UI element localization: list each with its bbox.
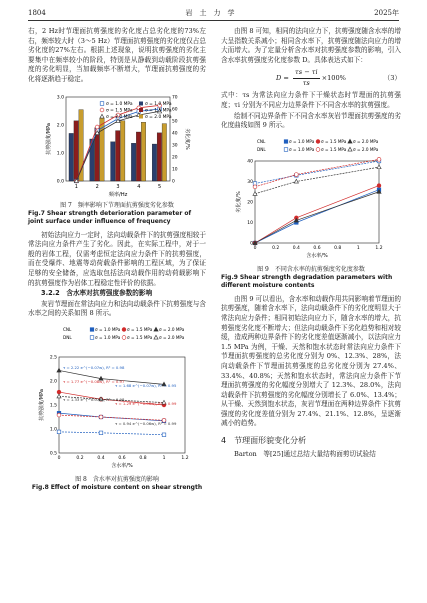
fig8-ylabel: 抗剪强度/MPa (39, 388, 45, 421)
fig7-y2-tick: 30 (172, 143, 178, 149)
fig9-point (377, 183, 381, 187)
fig7-bar (111, 141, 115, 180)
fig9-y-tick: 10 (247, 220, 253, 226)
eq-lhs: D (276, 73, 282, 82)
fig8-fit-equation: τ = 0.94 e^(−0.06w), R² = 0.99 (115, 420, 177, 426)
year: 2025年 (374, 9, 399, 17)
fig7-ylabel: 抗剪强度/MPa (46, 122, 52, 155)
fig9-legend-marker (316, 147, 320, 151)
fig7-legend-label: σ = 1.5 MPa (145, 108, 172, 114)
fig9-x-tick: 0 (253, 245, 257, 251)
fig8-legend-label: σ = 1.5 MPa (127, 326, 153, 332)
fig7-y-tick: 3.0 (56, 95, 64, 101)
paragraph: 式中：τs 为常法向应力条件下干燥状态时节理面的抗剪强度；τi 分别为不同应力边界条件下不同含水率的抗剪强度。 (221, 91, 401, 109)
fig8-caption-en: Effect of moisture content on shear strength (50, 483, 203, 491)
fig8-legend-label: σ = 2.0 MPa (159, 334, 185, 340)
fig7-y2-tick: 20 (172, 155, 178, 161)
fig9-frame (255, 161, 379, 243)
eq-number: （3） (383, 73, 401, 82)
eq-denominator: τs (302, 78, 310, 87)
fig7-bar (162, 123, 166, 180)
fig7-bar (131, 143, 135, 181)
fig8-fit-equation: τ = 2.22 e^(−0.07w), R² = 0.98 (63, 364, 125, 370)
fig9-point (294, 172, 298, 176)
fig7-legend-label: σ = 1.5 MPa (106, 108, 133, 114)
fig8-fit-equation: τ = 1.33 e^(−0.07w), R² = 0.98 (63, 396, 125, 402)
fig9-point (294, 179, 298, 183)
fig8-y-tick: 2.5 (49, 355, 57, 361)
fig7-legend-swatch (139, 114, 143, 118)
fig7-bar (136, 132, 140, 181)
fig7-bar (116, 130, 120, 180)
fig9-caption (221, 266, 401, 290)
fig9-xlabel: 含水率/% (306, 252, 328, 259)
fig9-x-tick: 1 (356, 245, 360, 251)
fig7-x-tick: 1 (74, 183, 78, 190)
fig7-bar (120, 120, 124, 180)
fig7-legend-label: σ = 2.0 MPa (106, 114, 133, 120)
fig8-fit-line (59, 413, 164, 421)
page-number: 1804 (28, 9, 46, 17)
fig9-x-tick: 0.4 (292, 245, 300, 251)
equation-3: D = $\frac{\tau s - \tau i}{\tau s}$ ×100% （3） (276, 68, 401, 87)
fig8-legend-label: σ = 1.0 MPa (95, 334, 121, 340)
fig7-caption (28, 202, 206, 226)
fig8-fit-equation: τ = 1.29 e^(−0.06w), R² = 0.99 (115, 400, 177, 406)
fig8-x-tick: 0.6 (118, 455, 126, 461)
fig7-legend-marker (100, 114, 104, 118)
fig7-bar (152, 144, 156, 181)
fig9-series-line (255, 167, 379, 194)
paragraph: 由图 8 可知，相同的法向应力下，抗剪强度随含水率的增大呈指数关系减小；相同含水率下，抗剪强度随法向应力的增大而增大。为了定量分析含水率对抗剪强度参数的影响，引入含水率抗剪强度劣化度参数 D。具体表达式如下： (221, 27, 401, 64)
fig8-point (57, 430, 61, 434)
fig8-point (99, 415, 103, 419)
fig8-legend-marker (90, 328, 94, 332)
fig8-legend-marker (122, 328, 126, 332)
subsection-heading: 3.2.2 含水率对抗剪强度参数的影响 (41, 289, 153, 298)
fig8-legend-label: DNL (63, 334, 72, 340)
fig7-chart (42, 89, 192, 199)
fig9-point (253, 185, 257, 189)
fig7-y-tick: 1.0 (56, 151, 64, 157)
paragraph: 初始法向应力一定时，法向动载条件下的抗剪强度相较于常法向应力条件产生了劣化。因此，在实际工程中，对于一般的岩体工程，仅需考虑恒定法向应力条件下的抗剪强度，而在受爆炸、地震等动荷载条件影响的工程区域，为了保证足够的安全储备，应选取包括法向动载作用的动荷载影响下的抗剪强度作为岩体工程稳定性评价的依据。 (28, 230, 206, 287)
fig9-series-line (255, 159, 379, 186)
fig7-caption-en: Shear strength deterioration parameter of joint surface under influence of frequency (28, 209, 192, 225)
fig8-y-tick: 0.5 (49, 451, 57, 457)
fig9-chart (233, 135, 389, 263)
fig8-fit-equation: τ = 1.77 e^(−0.08w), R² = 0.97 (63, 378, 125, 384)
fig7-legend-swatch (139, 108, 143, 112)
fig7-bar (69, 133, 73, 181)
figure-9 (221, 135, 401, 263)
fig8-x-tick: 0 (57, 455, 61, 461)
fig9-legend-label: σ = 2.0 MPa (353, 146, 379, 152)
fig7-y-tick: 2.0 (56, 123, 64, 129)
fig7-legend-marker (100, 108, 104, 112)
fig9-caption-label: Fig.9 (221, 273, 238, 281)
left-column (28, 27, 206, 497)
fig8-point (57, 368, 61, 372)
fig7-bar (141, 122, 145, 181)
fig9-y-tick: 0 (250, 241, 253, 247)
fig8-caption-label: Fig.8 (31, 483, 49, 491)
page-header (28, 6, 399, 20)
fig9-x-tick: 1.2 (375, 245, 383, 251)
fig8-y-tick: 1.0 (49, 427, 57, 433)
fig7-bar (157, 132, 161, 180)
fig8-y-tick: 2.0 (49, 379, 57, 385)
fig9-ylabel: 劣化度/% (236, 191, 242, 213)
header-rule (28, 20, 399, 21)
fig9-legend-label: CNL (257, 138, 266, 144)
fig7-legend-label: σ = 1.0 MPa (145, 101, 172, 107)
fig7-x-tick: 4 (137, 183, 141, 190)
fig7-y2-tick: 0 (172, 179, 175, 185)
fig9-legend-marker (316, 139, 320, 143)
paragraph: Barton 等[25]通过总结大量结构面剪切试验结 (234, 449, 376, 458)
fig8-legend-label: CNL (63, 326, 72, 332)
fig8-point (162, 433, 166, 437)
fig9-series-line (255, 161, 379, 184)
fig8-x-tick: 1.2 (181, 455, 189, 461)
fig9-legend-marker (348, 139, 352, 143)
fig7-y-tick: 0.0 (56, 179, 64, 185)
fig7-xlabel: 频率/Hz (108, 191, 128, 198)
section-heading: 4 节理面形貌变化分析 (221, 436, 307, 446)
fig7-x-tick: 5 (158, 183, 162, 190)
fig8-legend-marker (122, 336, 126, 340)
figure-8 (28, 323, 206, 473)
fig7-legend-swatch (139, 101, 143, 105)
fig9-x-tick: 0.6 (313, 245, 321, 251)
fig7-bar (74, 120, 78, 180)
fig8-x-tick: 0.8 (139, 455, 147, 461)
fig9-series-line (255, 189, 379, 242)
fig8-legend-marker (154, 327, 158, 331)
fig8-y-tick: 1.5 (49, 403, 57, 409)
fig9-x-tick: 0.2 (272, 245, 280, 251)
fig7-y2-tick: 40 (172, 131, 178, 137)
fig7-caption-zh: 图 7 频率影响下节理面抗剪强度劣化参数 (60, 201, 174, 209)
paragraph: 灰岩节理面在常法向应力和法向动载条件下抗剪强度与含水率之间的关系如图 8 所示。 (28, 299, 206, 318)
fig9-point (377, 165, 381, 169)
fig9-y-tick: 30 (247, 179, 253, 185)
fig8-legend-label: σ = 2.0 MPa (159, 326, 185, 332)
fig7-legend-label: σ = 2.0 MPa (145, 114, 172, 120)
fig9-y-tick: 20 (247, 200, 253, 206)
fig9-x-tick: 0.8 (334, 245, 342, 251)
paragraph: 绘制不同边界条件下不同含水率灰岩节理面抗剪强度的劣化度曲线如图 9 所示。 (221, 111, 401, 130)
fig8-xlabel: 含水率/% (111, 462, 133, 469)
eq-tail: ×100% (321, 73, 346, 82)
fig7-x-tick: 3 (116, 183, 120, 190)
right-column (221, 27, 401, 460)
fig8-legend-label: σ = 1.0 MPa (95, 326, 121, 332)
eq-fraction (293, 68, 320, 88)
fig7-y2-tick: 50 (172, 119, 178, 125)
fig9-caption-zh: 图 9 不同含水率的抗剪强度劣化度参数 (257, 265, 365, 273)
fig9-caption-en: Shear strength degradation parameters with different moisture contents (221, 273, 393, 289)
figure-7 (28, 89, 206, 199)
fig9-legend-marker (348, 147, 352, 151)
fig7-legend-label: σ = 1.0 MPa (106, 101, 133, 107)
fig9-legend-label: σ = 1.5 MPa (321, 138, 347, 144)
fig8-fit-equation: τ = 1.68 e^(−0.07w), R² = 0.95 (115, 382, 177, 388)
fig8-caption (28, 476, 206, 492)
fig9-legend-label: σ = 2.0 MPa (353, 138, 379, 144)
fig7-y2-tick: 10 (172, 167, 178, 173)
fig9-legend-marker (284, 139, 288, 143)
fig8-legend-label: σ = 1.5 MPa (127, 334, 153, 340)
fig8-legend-marker (90, 336, 94, 340)
fig9-legend-label: σ = 1.0 MPa (289, 146, 315, 152)
fig9-legend-label: σ = 1.0 MPa (289, 138, 315, 144)
fig7-caption-label: Fig.7 (28, 209, 45, 217)
fig8-point (57, 394, 61, 398)
paragraph: 由图 9 可以看出，含水率和动载作用共同影响着节理面的抗剪强度，随着含水率下，法向动载条件下的劣化度明显大于常法向应力条件；相同初始法向应力下，随含水率的增大，抗剪强度劣化度不断增大；但法向动载条件下劣化趋势和相对较缓，造成两种边界条件下的劣化度差值逐渐减小，以法向应力 1.5 MPa 为例，干燥、天然和饱水状态时常法向应力条件下节理面抗剪强度的总劣化度分别为 0%、12.3%、28%，法向动载条件下节理面抗剪强度的总劣化度分别为 27.4%、33.4%、40.8%；天然和饱水状态时，常法向应力条件下节理面抗剪强度的劣化幅度分别增大了 12.3%、28.0%，法向动载条件下抗剪强度的劣化幅度分别增长了 6.0%、13.4%；从干燥、天然到饱水状态，灰岩节理面在两种边界条件下抗剪强度的劣化度差值分别为 27.4%、21.1%、12.8%，呈逐渐减小的趋势。 (221, 294, 401, 428)
fig7-line-point (95, 125, 99, 129)
fig8-caption-zh: 图 8 含水率对抗剪强度的影响 (75, 475, 159, 483)
fig8-x-tick: 0.2 (76, 455, 84, 461)
fig8-legend-marker (154, 335, 158, 339)
fig7-y2-tick: 60 (172, 107, 178, 113)
fig8-point (57, 413, 61, 417)
fig8-point (57, 390, 61, 394)
fig9-point (377, 157, 381, 161)
fig9-legend-marker (284, 147, 288, 151)
fig8-fit-line (59, 432, 164, 435)
fig9-y-tick: 40 (247, 159, 253, 165)
fig9-legend-label: σ = 1.5 MPa (321, 146, 347, 152)
paragraph: 右，2 Hz时节理面抗剪强度的劣化度占总劣化度的73%左右，频率较大时（3～5 Hz）节理面抗剪强度的劣化度仅占总劣化度的27%左右。根据上述现象，说明抗剪强度的劣化主要集中在频率较小的阶段，特别是从静载到动载阶段抗剪强度的劣化明显，当加载频率不断增大，节理面抗剪强度的劣化将逐渐趋于稳定。 (28, 27, 206, 83)
fig7-y2-tick: 70 (172, 95, 178, 101)
fig8-chart (35, 323, 199, 473)
fig7-x-tick: 2 (95, 183, 99, 190)
fig8-x-tick: 1 (162, 455, 166, 461)
eq-numerator: τs − τi (293, 68, 320, 79)
fig9-series-line (255, 192, 379, 243)
fig8-x-tick: 0.4 (97, 455, 105, 461)
journal-title: 岩 土 力 学 (185, 9, 235, 17)
fig7-legend-marker (100, 101, 104, 105)
fig9-legend-label: DNL (257, 146, 266, 152)
fig8-point (99, 431, 103, 435)
fig7-y2label: 劣化度/% (184, 127, 190, 150)
